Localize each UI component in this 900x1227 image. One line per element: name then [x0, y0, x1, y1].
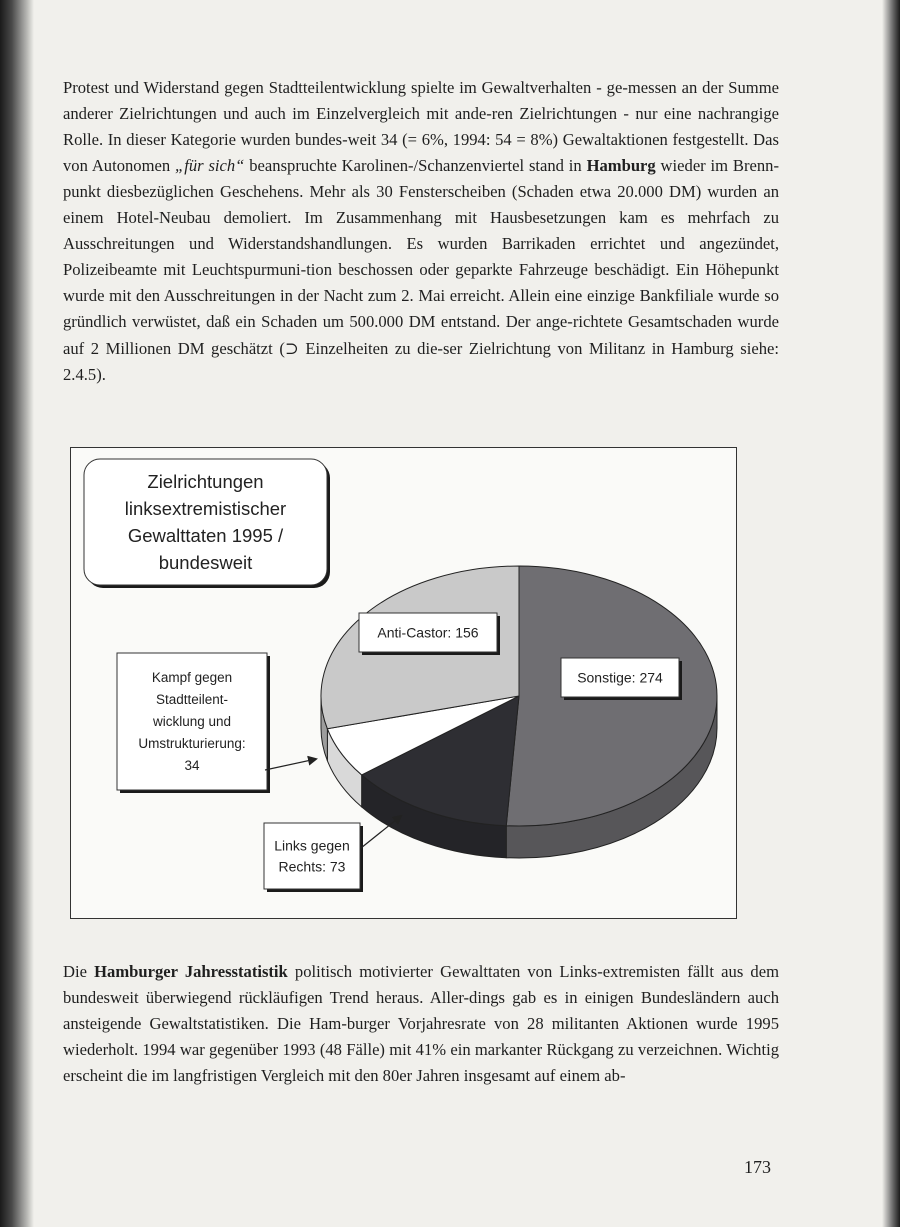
label-sonstige: [561, 658, 682, 700]
label-kampf-gegen-stadtteilentwicklung: [117, 653, 270, 793]
label-kampf-gegen-stadtteilentwicklung-text: 34: [184, 758, 200, 774]
label-links-gegen-rechts-text: Rechts: 73: [278, 858, 346, 875]
label-kampf-gegen-stadtteilentwicklung-text: wicklung und: [152, 714, 232, 730]
label-kampf-gegen-stadtteilentwicklung-text: Kampf gegen: [151, 670, 233, 686]
chart-title-box: [84, 459, 330, 588]
chart-title-box-text: bundesweit: [158, 551, 253, 573]
chart-title-box-text: Gewalttaten 1995 /: [127, 524, 284, 546]
label-kampf-gegen-stadtteilentwicklung-text: Stadtteilent-: [155, 692, 229, 708]
pie-chart-figure: [70, 447, 737, 919]
label-anti-castor: [359, 613, 500, 655]
leader-arrow-kampf: [265, 759, 316, 770]
paragraph-stadtteilentwicklung: Protest und Widerstand gegen Stadtteilentwicklung spielte im Gewaltverhalten - ge-messen an der Summe anderer Zielrichtungen und auch im Einzelvergleich mit ande-ren Zielrichtungen - nur eine nachrangige Rolle. In dieser Kategorie wurden bundes-weit 34 (= 6%, 1994: 54 = 8%) Gewaltaktionen festgestellt. Das von Autonomen „für sich“ beanspruchte Karolinen-/Schanzenviertel stand in Hamburg wieder im Brenn-punkt diesbezüglichen Geschehens. Mehr als 30 Fensterscheiben (Schaden etwa 20.000 DM) wurden an einem Hotel-Neubau demoliert. Im Zusammenhang mit Hausbesetzungen kam es mehrfach zu Ausschreitungen und Widerstandshandlungen. Es wurden Barrikaden errichtet und angezündet, Polizeibeamte mit Leuchtspurmuni-tion beschossen oder geparkte Fahrzeuge beschädigt. Ein Höhepunkt wurde mit den Ausschreitungen in der Nacht zum 2. Mai erreicht. Allein eine einzige Bankfiliale wurde so gründlich verwüstet, daß ein Schaden um 500.000 DM entstand. Der ange-richtete Gesamtschaden wurde auf 2 Millionen DM geschätzt (⊃ Einzelheiten zu die-ser Zielrichtung von Militanz in Hamburg siehe: 2.4.5).: [63, 77, 779, 384]
chart-title-box-text: Zielrichtungen: [147, 470, 264, 492]
page-edge-shadow-right: [882, 0, 900, 1227]
pie-chart: [71, 448, 736, 918]
paragraph-hamburger-jahresstatistik: Die Hamburger Jahresstatistik politisch motivierter Gewalttaten von Links-extremisten fällt aus dem bundesweit überwiegend rückläufigen Trend heraus. Aller-dings gab es in einigen Bundesländern auch ansteigende Gewaltstatistiken. Die Ham-burger Vorjahresrate von 28 militanten Aktionen wurde 1995 wiederholt. 1994 war gegenüber 1993 (48 Fälle) mit 41% ein markanter Rückgang zu verzeichnen. Wichtig erscheint die im langfristigen Vergleich mit den 80er Jahren insgesamt auf einem ab-: [63, 961, 779, 1085]
label-anti-castor-text: Anti-Castor: 156: [377, 624, 479, 641]
label-links-gegen-rechts-text: Links gegen: [274, 837, 350, 854]
label-sonstige-text: Sonstige: 274: [577, 669, 663, 686]
label-links-gegen-rechts: [264, 823, 363, 892]
chart-title-box-text: linksextremistischer: [124, 497, 287, 519]
cross-reference-arrow-icon: ⊃: [284, 338, 299, 358]
label-kampf-gegen-stadtteilentwicklung-text: Umstrukturierung:: [138, 736, 246, 752]
page-gutter-shadow-left: [0, 0, 34, 1227]
page-number: 173: [744, 1157, 771, 1177]
